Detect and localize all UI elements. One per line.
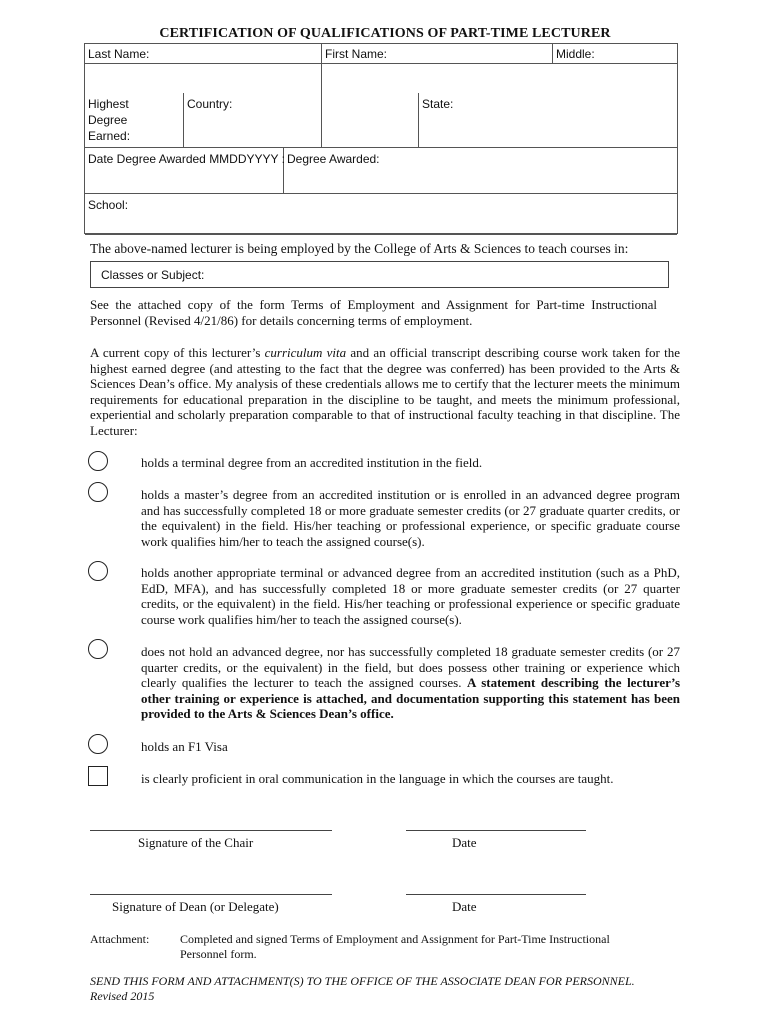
chair-signature-label: Signature of the Chair xyxy=(138,835,254,850)
col-divider xyxy=(552,44,553,64)
dean-date-line[interactable] xyxy=(406,894,586,895)
dean-date-label: Date xyxy=(452,899,477,914)
dean-signature-label: Signature of Dean (or Delegate) xyxy=(112,899,279,914)
chair-date-label: Date xyxy=(452,835,477,850)
degree-awarded-field[interactable]: Degree Awarded: xyxy=(287,152,380,166)
dean-signature-line[interactable] xyxy=(90,894,332,895)
no-advanced-degree-radio[interactable] xyxy=(88,639,108,659)
highest-degree-label: Highest Degree Earned: xyxy=(88,97,131,143)
other-degree-text: holds another appropriate terminal or advanced degree from an accredited institution (such as a PhD, EdD, MFA), and has successfully completed 18 or more graduate semester credits (or 27 quarter credits, or the equivalent) in the field. His/her teaching or professional experience or specific graduate course work qualifies him/her to teach the assigned course(s). xyxy=(141,565,680,627)
country-field[interactable]: Country: xyxy=(187,97,233,111)
attachment-label: Attachment: xyxy=(90,932,150,946)
classes-subject-label: Classes or Subject: xyxy=(101,268,205,282)
chair-date-line[interactable] xyxy=(406,830,586,831)
row-divider xyxy=(85,63,677,64)
f1-visa-radio[interactable] xyxy=(88,734,108,754)
oral-proficiency-checkbox[interactable] xyxy=(88,766,108,786)
revision-note: Revised 2015 xyxy=(90,989,155,1003)
attachment-text: Completed and signed Terms of Employment and Assignment for Part-Time Instructional Personnel form. xyxy=(180,932,610,961)
terminal-degree-text: holds a terminal degree from an accredited institution in the field. xyxy=(141,455,483,470)
f1-visa-text: holds an F1 Visa xyxy=(141,739,228,754)
intro-text: The above-named lecturer is being employed by the College of Arts & Sciences to teach courses in: xyxy=(90,241,629,256)
first-name-field[interactable]: First Name: xyxy=(325,47,388,61)
row-divider xyxy=(85,234,677,235)
chair-signature-line[interactable] xyxy=(90,830,332,831)
middle-name-field[interactable]: Middle: xyxy=(556,47,595,61)
row-divider xyxy=(85,193,677,194)
oral-proficiency-text: is clearly proficient in oral communication in the language in which the courses are taught. xyxy=(141,771,614,786)
masters-degree-text: holds a master’s degree from an accredited institution or is enrolled in an advanced degree program and has successfully completed 18 or more graduate semester credits (or 27 graduate quarter credits, or the equivalent) in the field. His/her teaching or professional experience, or specific graduate course work qualifies him/her to teach the assigned course(s). xyxy=(141,487,680,549)
classes-subject-field[interactable] xyxy=(90,261,669,288)
lecturer-info-form xyxy=(84,43,678,234)
no-advanced-degree-text: does not hold an advanced degree, nor has successfully completed 18 graduate semester credits (or 27 quarter credits, or the equivalent) in the field, but does possess other training or experience which clearly qualifies the lecturer to teach the assigned courses. A statement describing the lecturer’s other training or experience is attached, and documentation supporting this statement has been provided to the Arts & Sciences Dean’s office. xyxy=(141,644,680,721)
col-divider xyxy=(418,93,419,148)
cv-paragraph: A current copy of this lecturer’s curriculum vita and an official transcript describing course work taken for the highest earned degree (and attesting to the fact that the degree was conferred) has been provided to the Arts & Sciences Dean’s office. My analysis of these credentials allows me to certify that the lecturer meets the minimum requirements for educational preparation in the discipline to be taught, and meets the minimum professional, experiential and scholarly preparation comparable to that of instructional faculty teaching in that discipline. The Lecturer: xyxy=(90,345,681,438)
attached-form-text: See the attached copy of the form Terms of Employment and Assignment for Part-time Instructional Personnel (Revised 4/21/86) for details concerning terms of employment. xyxy=(90,297,657,328)
date-awarded-field[interactable]: Date Degree Awarded MMDDYYYY : xyxy=(88,152,285,166)
other-degree-radio[interactable] xyxy=(88,561,108,581)
send-instructions: SEND THIS FORM AND ATTACHMENT(S) TO THE OFFICE OF THE ASSOCIATE DEAN FOR PERSONNEL. xyxy=(90,974,635,988)
page-title: CERTIFICATION OF QUALIFICATIONS OF PART-TIME LECTURER xyxy=(159,26,611,41)
school-field[interactable]: School: xyxy=(88,198,129,212)
masters-degree-radio[interactable] xyxy=(88,482,108,502)
col-divider xyxy=(321,44,322,148)
row-divider xyxy=(85,147,677,148)
last-name-field[interactable]: Last Name: xyxy=(88,47,150,61)
terminal-degree-radio[interactable] xyxy=(88,451,108,471)
state-field[interactable]: State: xyxy=(422,97,454,111)
col-divider xyxy=(183,93,184,148)
